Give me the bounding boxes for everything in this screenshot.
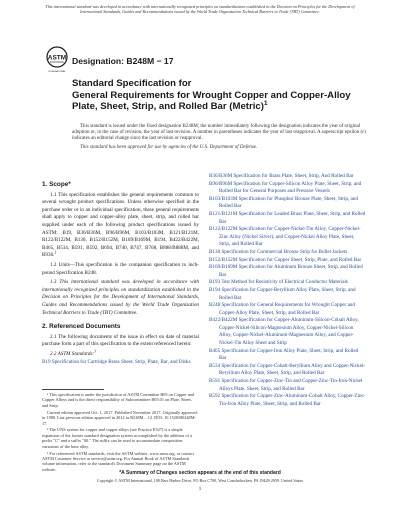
issued-note: This standard is issued under the fixed designation B248M; the number immediately following the designation indicates the year of original adoption or, in the case of revision, the year of last revision. A number in parentheses indicates the year of last reapproval. A superscript epsilon (ε) indicates an editorial change since the last revision or reapproval. (72, 124, 366, 142)
astm-standards-heading: 2.2 ASTM Standards:$^3$ (50, 349, 96, 357)
reference-title: Specification for General Requirements for Wrought Copper and Copper-Alloy Plate, Sheet, Strip, and Rolled Bar (219, 302, 355, 316)
reference-code[interactable]: B122/B122M (209, 226, 238, 233)
reference-code[interactable]: B103/B103M (209, 195, 238, 202)
standard-notes (72, 124, 368, 153)
scope-1-3: 1.3 This international standard was developed in accordance with internationally recognized principles on standardization established in the Decision on Principles for the Development of International Standards, Guides and Recommendations issued by the World Trade Organization Technical Barriers to Trade (TBT) Committee. (42, 279, 199, 316)
reference-code[interactable]: B194 (209, 286, 221, 293)
reference-item[interactable] (209, 211, 366, 226)
reference-item[interactable] (209, 393, 366, 408)
reference-title: Specification for Copper-Cobalt-Beryllium Alloy and Copper-Nickel-Beryllium Alloy Plate, Sheet, Strip, and Rolled Bar (219, 362, 365, 377)
scope-1-1: 1.1 This specification establishes the general requirements common to several wrought product specifications. Unless otherwise specified in the purchase order or in an individual specification, these general requirements shall apply to copper and copper-alloy plate, sheet, strip, and rolled bar supplied under each of the following product specifications issued by ASTM: B19, B36/B36M, B96/B96M, B103/B103M, B121/B121M, B122/B122M, B130, B152/B152M, B169/B169M, B194, B422/B422M, B465, B534, B591, B592, B694, B740, B747, B768, B888/B888M, and B936.$^2$ (42, 191, 199, 259)
reference-code[interactable]: B121/B121M (209, 210, 238, 217)
reference-title: Specification for Copper-Nickel-Tin Alloy, Copper-Nickel-Zinc Alloy (Nickel Silver), and Copper-Nickel Alloy Plate, Sheet, Strip, and Rolled Bar (219, 226, 361, 248)
left-column (42, 175, 199, 367)
reference-title: Specification for Commercial Bronze Strip for Bullet Jackets (221, 248, 348, 255)
footnote-1: ¹ This specification is under the jurisdiction of ASTM Committee B05 on Copper and Copper Alloys and is the direct responsibility of Subcommittee B05.01 on Plate, Sheet, and Strip. (42, 392, 194, 408)
reference-title: Specification for Copper-Iron Alloy Plate, Sheet, Strip, and Rolled Bar (219, 347, 359, 362)
reference-title: Specification for Copper-Zinc-Tin and Copper-Zinc-Tin-Iron-Nickel Alloys Plate, Sheet, Strip, and Rolled Bar (219, 378, 363, 392)
svg-text:ASTM: ASTM (47, 54, 67, 62)
designation: Designation: B248M − 17 (72, 56, 174, 66)
footnote-divider (42, 389, 104, 390)
footnote-2: ² The UNS system for copper and copper alloys (see Practice E527) is a simple expansion of the former standard designation system accomplished by the addition of a prefix "C" and a suffix "00." The suffix can be used to accommodate composition variations of the base alloy. (42, 427, 192, 449)
reference-code[interactable]: B248 (209, 302, 221, 309)
scope-1-2: 1.2 Units—This specification is the companion specification to inch-pound Specification B248. (42, 261, 199, 276)
scope-heading: 1. Scope* (42, 181, 71, 188)
title-line-1: Standard Specification for (72, 78, 192, 89)
reference-code[interactable]: B534 (209, 362, 221, 369)
reference-title: Test Method for Resistivity of Electrical Conductor Materials (221, 279, 348, 286)
reference-item[interactable] (209, 363, 366, 378)
reference-item[interactable] (209, 348, 366, 363)
reference-item[interactable] (209, 196, 366, 211)
reference-item[interactable] (209, 181, 366, 196)
reference-code[interactable]: B591 (209, 378, 221, 385)
astm-logo (46, 46, 68, 74)
reference-code[interactable]: B465 (209, 347, 221, 354)
title-line-2: General Requirements for Wrought Copper and Copper-Alloy Plate, Sheet, Strip, and Rolled Bar (Metric)$^1$ (72, 89, 351, 112)
reference-code[interactable]: B152/B152M (209, 256, 238, 263)
reference-code[interactable]: B592 (209, 393, 221, 400)
reference-title: Specification for Brass Plate, Sheet, Strip, And Rolled Bar (233, 173, 354, 179)
reference-code[interactable]: B130 (209, 248, 221, 255)
footnotes (42, 392, 199, 474)
reference-item[interactable] (209, 257, 366, 265)
footnote-3: ³ For referenced ASTM standards, visit the ASTM website, www.astm.org, or contact ASTM Customer Service at service@astm.org. For Annual Book of ASTM Standards volume information, refer to the standard's Document Summary page on the ASTM website. (42, 450, 194, 472)
header-notice: This international standard was developed in accordance with internationally recognized principles on standardization established in the Decision on Principles for the Development of International Standards, Guides and Recommendations issued by the World Trade Organization Technical Barriers to Trade (TBT) Committee. (45, 4, 355, 15)
reference-code[interactable]: B169/B169M (209, 264, 238, 271)
reference-title: Specification for Phosphor Bronze Plate, Sheet, Strip, and Rolled Bar (219, 195, 358, 210)
reference-title: Specification for Copper-Zinc-Aluminum-Cobalt Alloy, Copper-Zinc-Tin-Iron Alloy Plate, Sheet, Strip, and Rolled Bar (219, 393, 366, 407)
reference-title: Specification for Copper-Aluminum-Silicon-Cobalt Alloy, Copper-Nickel-Silicon-Magnesium Alloy, Copper-Nickel-Silicon Alloy, Copper-Nickel-Aluminum-Magnesium Alloy, and Copper-Nickel-Tin Alloy Sheet and Strip (219, 317, 359, 347)
reference-title: Specification for Aluminum Bronze Sheet, Strip, and Rolled Bar (219, 264, 363, 278)
reference-title: Specification for Copper-Silicon Alloy Plate, Sheet, Strip, and Rolled Bar for General Purposes and Pressure Vessels (219, 180, 362, 195)
reference-item[interactable] (209, 226, 366, 249)
dod-approval-note: This standard has been approved for use by agencies of the U.S. Department of Defense. (80, 144, 258, 150)
svg-text:INTERNATIONAL: INTERNATIONAL (48, 71, 66, 73)
summary-of-changes-note: *A Summary of Changes section appears at the end of this standard (119, 470, 281, 476)
right-column (209, 173, 366, 408)
reference-item[interactable] (209, 378, 366, 393)
reference-b19[interactable]: B19 Specification for Cartridge Brass Sheet, Strip, Plate, Bar, and Disks (42, 359, 191, 366)
reference-list (209, 173, 366, 408)
reference-code[interactable]: B422/B422M (209, 317, 238, 324)
reference-item[interactable] (209, 249, 366, 257)
referenced-2-1: 2.1 The following documents of the issue in effect on date of material purchase form a part of this specification to the extent referenced herein: (42, 333, 199, 348)
copyright-line: Copyright © ASTM International, 100 Barr Harbor Drive, PO Box C700, West Conshohocken, PA 19428-2959. United States (96, 478, 304, 483)
reference-title: Specification for Copper Sheet, Strip, Plate, and Rolled Bar (238, 256, 362, 263)
reference-code[interactable]: B36/B36M (209, 173, 233, 179)
reference-item[interactable] (209, 264, 366, 279)
reference-title: Specification for Copper-Beryllium Alloy Plate, Sheet, Strip, and Rolled Bar (219, 286, 356, 301)
reference-item[interactable] (209, 287, 366, 302)
reference-code[interactable]: B193 (209, 279, 221, 286)
reference-item[interactable] (209, 302, 366, 317)
document-title (72, 78, 372, 113)
page-number: 1 (198, 487, 202, 492)
reference-item[interactable] (209, 317, 366, 347)
astm-logo-icon (46, 46, 68, 74)
reference-item[interactable] (209, 173, 366, 181)
reference-item[interactable] (209, 279, 366, 287)
reference-code[interactable]: B96/B96M (209, 180, 233, 187)
footnote-1-edition: Current edition approved Oct. 1, 2017. Published November 2017. Originally approved in 1980. Last previous edition approved in 2012 as B248M – 12. DOI: 10.1520/B0248M-17. (42, 409, 198, 426)
referenced-documents-heading: 2. Referenced Documents (42, 323, 121, 331)
reference-title: Specification for Leaded Brass Plate, Sheet, Strip, and Rolled Bar (219, 210, 366, 225)
